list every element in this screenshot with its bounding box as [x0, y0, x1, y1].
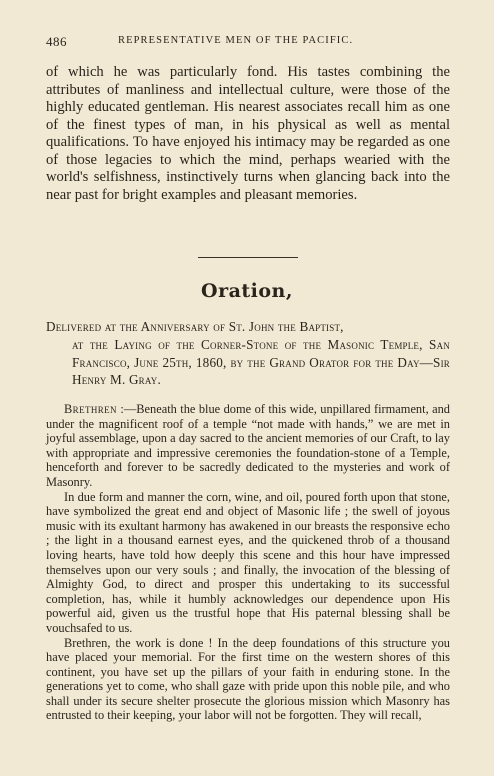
- oration-paragraph-2: In due form and manner the corn, wine, and oil, poured forth upon that stone, have symbolized the great end and object of Masonic life ; the swell of joyous music with its exultant harmony has awakened in our breasts the responsive echo ; the light in a thousand earnest eyes, and the quickened throb of a thousand loving hearts, have told how deeply this scene and this hour have impressed themselves upon our very souls ; and finally, the invocation of the blessing of Almighty God, to direct and prosper this undertaking to its successful completion, has, while it humbly acknowledges our dependence upon His powerful aid, given us the trustful hope that His paternal blessing shall be vouchsafed to us.: [46, 489, 450, 635]
- section-divider: [198, 257, 298, 258]
- salutation: Brethren: [64, 402, 117, 416]
- intro-paragraph: of which he was particularly fond. His tastes combining the attributes of manliness and intellectual culture, were those of the highly educated gentleman. His nearest associates recall him as one of the finest types of man, in his physical as well as mental qualifications. To have enjoyed his intimacy may be regarded as one of those legacies to which the mind, perhaps wearied with the world's selfishness, instinctively turns when glancing back into the near past for bright examples and pleasant memories.: [46, 64, 450, 203]
- oration-subtitle: [46, 318, 450, 389]
- oration-body: [46, 402, 450, 723]
- running-title: REPRESENTATIVE MEN OF THE PACIFIC.: [118, 35, 354, 46]
- page-number: 486: [46, 34, 67, 49]
- subtitle-line-1: Delivered at the Anniversary of St. John the Baptist,: [46, 319, 344, 334]
- section-title: Oration,: [201, 280, 293, 302]
- oration-paragraph-1: [46, 402, 450, 490]
- oration-paragraph-1-text: :—Beneath the blue dome of this wide, unpillared firmament, and under the magnificent roof of a temple “not made with hands,” we are met in joyful assemblage, upon a day sacred to the ancient memories of our Craft, to lay with appropriate and impressive ceremonies the foundation-stone of a Temple, henceforth and forever to be sacredly dedicated to the mysteries and work of Masonry.: [46, 402, 450, 489]
- subtitle-continuation: at the Laying of the Corner-Stone of the Masonic Temple, San Francisco, June 25th, 1860, by the Grand Orator for the Day—Sir Henry M. Gray.: [72, 336, 450, 388]
- oration-paragraph-3: Brethren, the work is done ! In the deep foundations of this structure you have placed your memorial. For the first time on the western shores of this continent, you have set up the pillars of your faith in enduring stone. In the generations yet to come, who shall gaze with pride upon this noble pile, and who shall under its secure shelter prosecute the glorious mission which Masonry has entrusted to their keeping, your labor will not be forgotten. They will recall,: [46, 635, 450, 723]
- page-header: [46, 34, 450, 50]
